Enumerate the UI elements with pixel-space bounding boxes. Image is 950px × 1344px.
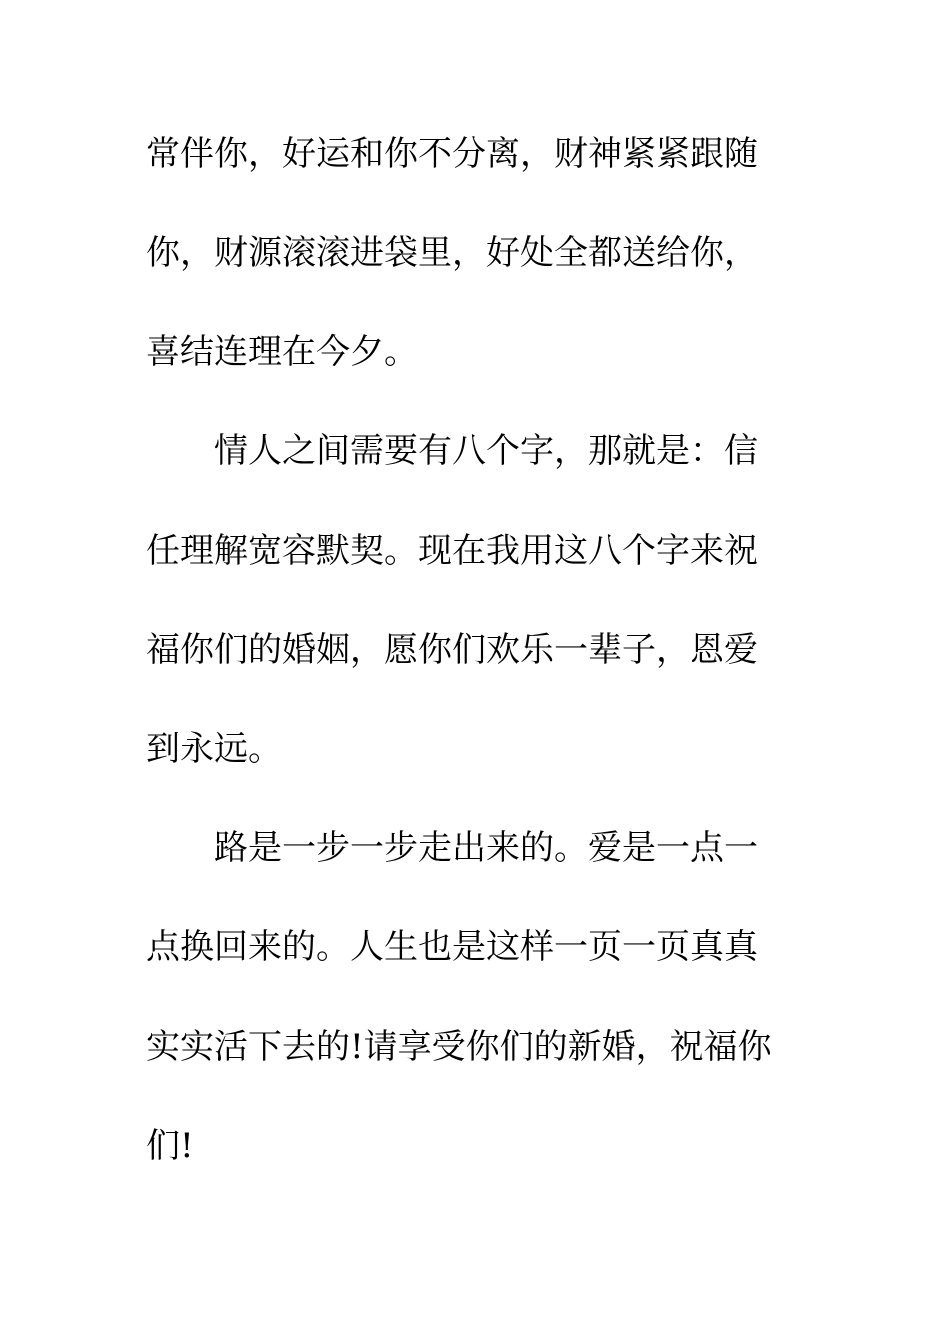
text-line-8: 路是一步一步走出来的。爱是一点一 bbox=[146, 828, 758, 868]
text-line-5: 任理解宽容默契。现在我用这八个字来祝 bbox=[146, 531, 758, 571]
text-line-9: 点换回来的。人生也是这样一页一页真真 bbox=[146, 927, 758, 967]
text-line-1: 常伴你，好运和你不分离，财神紧紧跟随 bbox=[146, 134, 758, 174]
text-line-10: 实实活下去的!请享受你们的新婚，祝福你 bbox=[146, 1027, 772, 1067]
text-line-6: 福你们的婚姻，愿你们欢乐一辈子，恩爱 bbox=[146, 630, 758, 670]
text-line-11: 们! bbox=[146, 1126, 194, 1166]
text-line-2: 你，财源滚滚进袋里，好处全都送给你， bbox=[146, 233, 758, 273]
text-line-3: 喜结连理在今夕。 bbox=[146, 332, 418, 372]
text-line-4: 情人之间需要有八个字，那就是：信 bbox=[146, 431, 758, 471]
text-line-7: 到永远。 bbox=[146, 729, 282, 769]
